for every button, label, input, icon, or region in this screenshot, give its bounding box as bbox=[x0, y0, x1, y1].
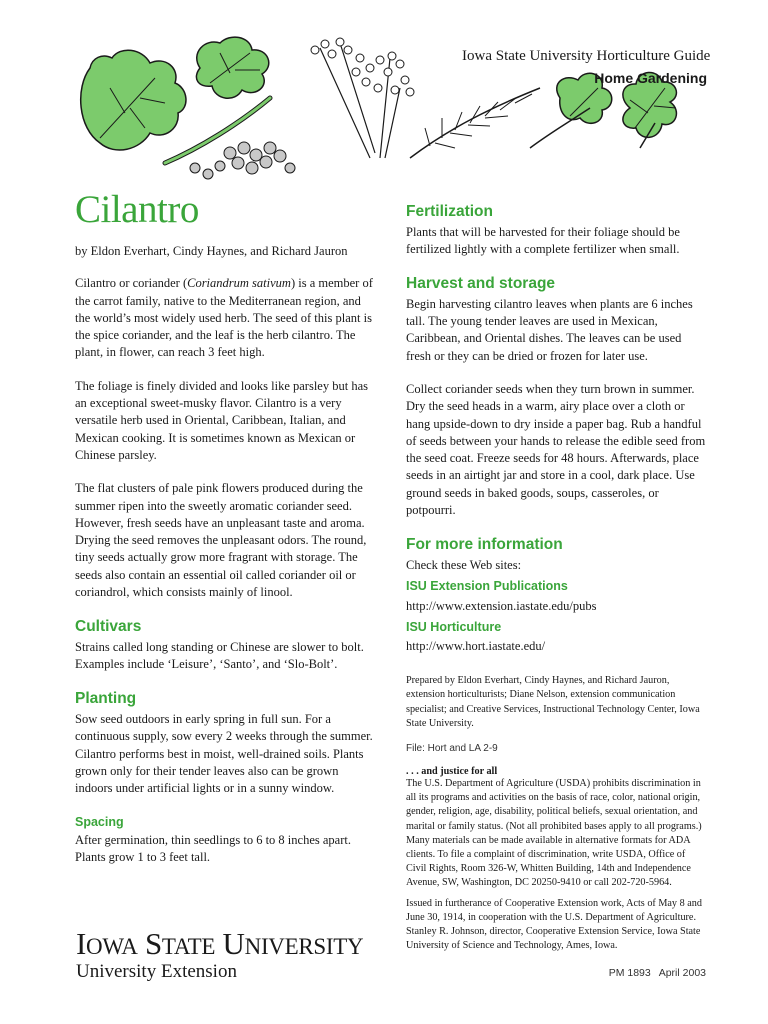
cultivars-heading: Cultivars bbox=[75, 618, 142, 636]
link-isu-hort[interactable]: http://www.hort.iastate.edu/ bbox=[406, 639, 546, 654]
justice-heading: . . . and justice for all bbox=[406, 766, 498, 778]
more-info-intro: Check these Web sites: bbox=[406, 557, 522, 572]
planting-text: Sow seed outdoors in early spring in full sun. For a continuous supply, sow every 2 weeks through the summer. Cilantro performs best in moist, well-drained soils. Plants grown only for their tender leaves also can be grown indoors under artificial lights or in a sunny window. bbox=[75, 712, 373, 796]
intro-text-end: ) is a member of the carrot family, native to the Mediterranean region, and the world’s most widely used herb. The seed of this plant is the spice coriander, and the leaf is the herb cilantro. The plant, in flower, can reach 3 feet high. bbox=[75, 276, 373, 360]
publication-number bbox=[609, 967, 706, 979]
more-info-heading: For more information bbox=[406, 536, 563, 554]
harvest-paragraph-2: Collect coriander seeds when they turn brown in summer. Dry the seed heads in a warm, airy place over a cloth or hang upside-down to dry inside a paper bag. Rub a handful of seeds between your hands to release the edible seed from the seed coat. Freeze seeds for 48 hours. Afterwards, place seeds in an airtight jar and store in a cool, dark place. Use ground seeds in baked goods, soups, casseroles, or potpourri. bbox=[406, 381, 706, 518]
pm-number: PM 1893 bbox=[608, 967, 651, 979]
spacing-heading: Spacing bbox=[75, 814, 124, 829]
university-name: IOWA STATE UNIVERSITY bbox=[76, 926, 364, 961]
coriander-seed-icon bbox=[190, 142, 295, 179]
guide-subtitle: Home Gardening bbox=[594, 70, 707, 86]
authors-line: by Eldon Everhart, Cindy Haynes, and Richard Jauron bbox=[75, 244, 348, 258]
harvest-heading: Harvest and storage bbox=[406, 275, 556, 293]
scientific-name: Coriandrum sativum bbox=[187, 276, 291, 291]
issued-statement: Issued in furtherance of Cooperative Extension work, Acts of May 8 and June 30, 1914, in cooperation with the U.S. Department of Agriculture. Stanley R. Johnson, director, Cooperative Extension Service, Iowa State University of Science and Technology, Ames, Iowa. bbox=[406, 897, 702, 952]
planting-heading: Planting bbox=[75, 690, 137, 708]
link-title-extension-pubs: ISU Extension Publications bbox=[406, 579, 568, 594]
flower-cluster-icon bbox=[311, 38, 414, 158]
prepared-by: Prepared by Eldon Everhart, Cindy Haynes, and Richard Jauron, extension horticulturists; Diane Nelson, extension communication specialist; and Creative Services, Instructional Technology Center, Iowa State University. bbox=[406, 675, 700, 729]
harvest-paragraph-1: Begin harvesting cilantro leaves when plants are 6 inches tall. The young tender leaves are used in Mexican, Caribbean, and Oriental dishes. The leaves can be used fresh or they can be dried or frozen for later use. bbox=[406, 296, 693, 363]
file-reference: File: Hort and LA 2-9 bbox=[406, 743, 498, 755]
left-column bbox=[75, 190, 375, 866]
nondiscrimination-statement: The U.S. Department of Agriculture (USDA) prohibits discrimination in all its programs and activities on the basis of race, color, national origin, gender, religion, age, disability, political beliefs, sexual orientation, and marital or family status. (Not all prohibited bases apply to all programs.) Many materials can be made available in alternative formats for ADA clients. To file a complaint of discrimination, write USDA, Office of Civil Rights, Room 326-W, Whitten Building, 14th and Independence Avenue, SW, Washington, DC 20250-9410 or call 202-720-5964. bbox=[406, 778, 702, 889]
intro-paragraph-1 bbox=[75, 275, 375, 361]
guide-title: Iowa State University Horticulture Guide bbox=[462, 48, 711, 64]
herb-sprig-icon bbox=[410, 88, 540, 158]
fertilization-heading: Fertilization bbox=[406, 203, 493, 220]
fertilization-text: Plants that will be harvested for their foliage should be fertilized lightly with a complete fertilizer when small. bbox=[406, 224, 680, 256]
link-title-isu-hort: ISU Horticulture bbox=[406, 619, 502, 634]
intro-paragraph-2: The foliage is finely divided and looks like parsley but has an exceptional sweet-musky flavor. Cilantro is a very versatile herb used in Oriental, Caribbean, Italian, and Mexican cooking. It is sometimes known as Mexican or Chinese parsley. bbox=[75, 378, 368, 462]
university-extension: University Extension bbox=[76, 961, 237, 982]
intro-paragraph-3: The flat clusters of pale pink flowers produced during the summer ripen into the sweetly aromatic coriander seed. However, fresh seeds have an unpleasant taste and aroma. Drying the seed removes the unpleasant odors. The round, tiny seeds actually grow more fragrant with storage. The seeds also contain an essential oil called coriander oil or coriandrol, which consists mainly of linool. bbox=[75, 481, 367, 599]
right-column bbox=[406, 203, 708, 953]
cultivars-text: Strains called long standing or Chinese are slower to bolt. Examples include ‘Leisure’, ‘Santo’, and ‘Slo-Bolt’. bbox=[75, 639, 364, 672]
link-extension-pubs[interactable]: http://www.extension.iastate.edu/pubs bbox=[406, 598, 597, 613]
isu-logo bbox=[76, 928, 363, 983]
spacing-text: After germination, thin seedlings to 6 to 8 inches apart. Plants grow 1 to 3 feet tall. bbox=[75, 832, 351, 864]
cilantro-leaf-icon bbox=[81, 50, 186, 150]
publication-date: April 2003 bbox=[658, 967, 706, 979]
page-title: Cilantro bbox=[75, 188, 199, 231]
intro-text-start: Cilantro or coriander ( bbox=[75, 276, 188, 291]
